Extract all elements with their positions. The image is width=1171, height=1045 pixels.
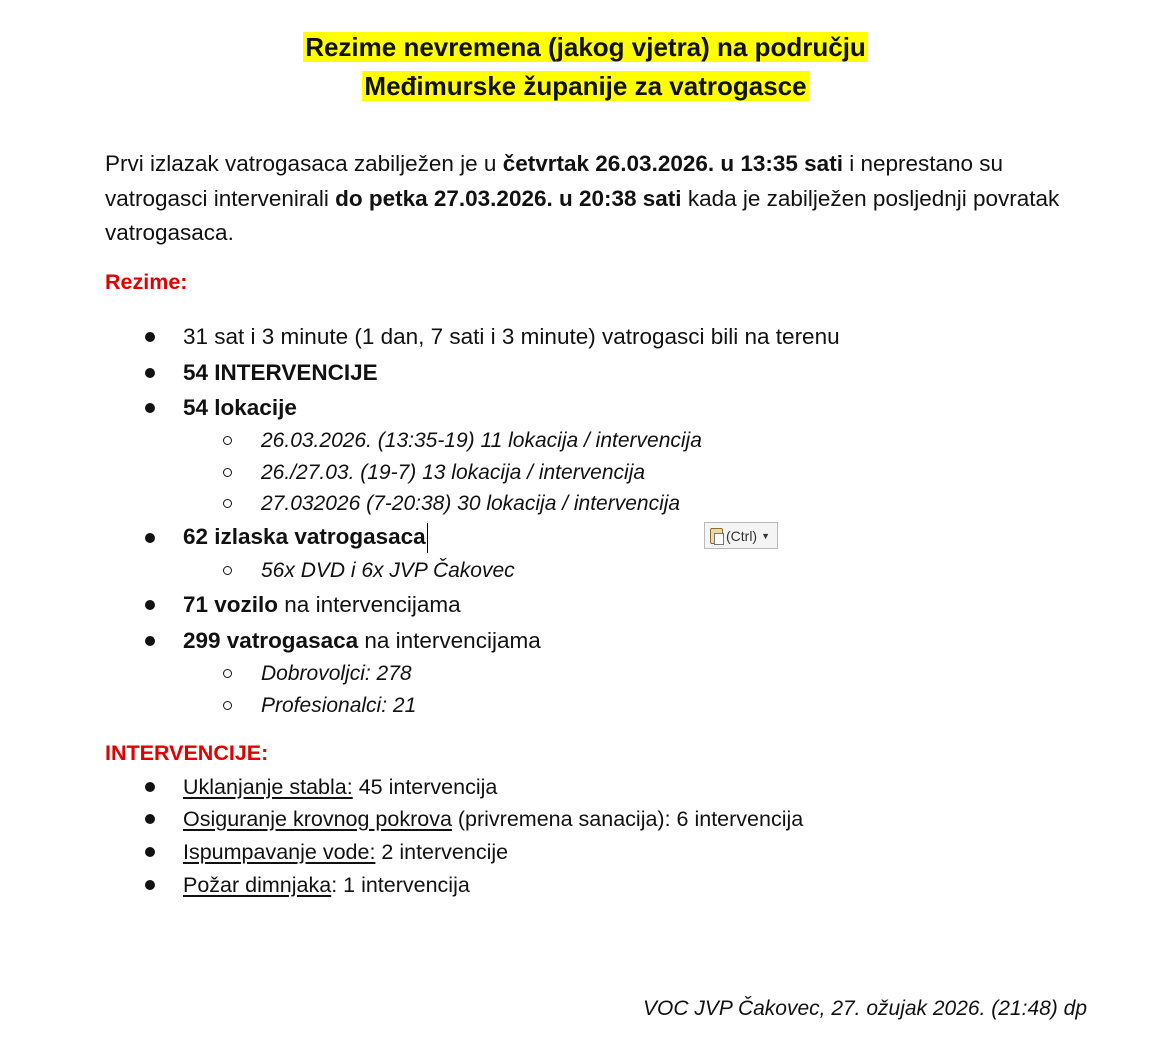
locations-period: 26.03.2026. (13:35-19) 11 lokacija / intervencija [261,429,702,452]
title-line-2: Međimurske županije za vatrogasce [364,71,807,101]
intro-text-3: kada je zabilježen posljednji povratak vatrogasaca. [105,185,1060,245]
bullet-icon [145,880,155,890]
rezime-vehicles-count: 71 vozilo [183,592,279,617]
paste-options-button[interactable] [704,522,778,549]
sub-bullet-icon [223,701,232,710]
paste-options-label: (Ctrl) [726,527,758,544]
text-cursor [427,523,428,553]
intro-text-1: Prvi izlazak vatrogasaca zabilježen je u [105,151,503,176]
bullet-icon [145,403,155,413]
rezime-locations: 54 lokacije [183,395,297,420]
bullet-icon [145,782,155,792]
rezime-firefighters-text: na intervencijama [358,628,541,653]
chevron-down-icon: ▼ [761,530,771,541]
intro-text-2: i neprestano su vatrogasci intervenirali [105,151,1004,211]
intervention-type: Uklanjanje stabla: [183,774,353,799]
volunteers-count: Dobrovoljci: 278 [261,662,412,685]
sub-bullet-icon [223,499,232,508]
professionals-count: Profesionalci: 21 [261,694,417,717]
intervention-count: 2 intervencije [375,839,509,864]
rezime-heading: Rezime: [105,270,188,294]
locations-period: 26./27.03. (19-7) 13 lokacija / intervencija [261,461,646,484]
sub-bullet-icon [223,436,232,445]
locations-period: 27.032026 (7-20:38) 30 lokacija / intervencija [261,492,681,515]
intervention-type: Požar dimnjaka [183,872,332,897]
intervention-type: Ispumpavanje vode: [183,839,376,864]
intervention-count: : 1 intervencija [331,872,470,897]
sub-bullet-icon [223,468,232,477]
sub-bullet-icon [223,566,232,575]
intro-paragraph [105,147,1065,251]
document-footer: VOC JVP Čakovec, 27. ožujak 2026. (21:48) dp [643,997,1087,1020]
sub-bullet-icon [223,669,232,678]
rezime-firefighters-count: 299 vatrogasaca [183,628,359,653]
bullet-icon [145,600,155,610]
intervention-type: Osiguranje krovnog pokrova [183,806,452,831]
intervention-count: 45 intervencija [352,774,498,799]
bullet-icon [145,332,155,342]
bullet-icon [145,368,155,378]
departures-breakdown: 56x DVD i 6x JVP Čakovec [261,559,515,582]
clipboard-icon [710,528,723,544]
intervencije-heading: INTERVENCIJE: [105,741,269,765]
bullet-icon [145,847,155,857]
intro-end-time: do petka 27.03.2026. u 20:38 sati [335,185,682,211]
rezime-departures: 62 izlaska vatrogasaca [183,523,426,549]
document-title [0,28,1171,106]
rezime-interventions: 54 INTERVENCIJE [183,360,378,385]
intervention-count: (privremena sanacija): 6 intervencija [451,806,804,831]
rezime-duration: 31 sat i 3 minute (1 dan, 7 sati i 3 minute) vatrogasci bili na terenu [183,324,840,349]
intro-start-time: četvrtak 26.03.2026. u 13:35 sati [502,151,843,176]
bullet-icon [145,533,155,543]
title-line-1: Rezime nevremena (jakog vjetra) na području [305,32,866,62]
bullet-icon [145,814,155,824]
rezime-vehicles-text: na intervencijama [278,592,461,617]
bullet-icon [145,636,155,646]
